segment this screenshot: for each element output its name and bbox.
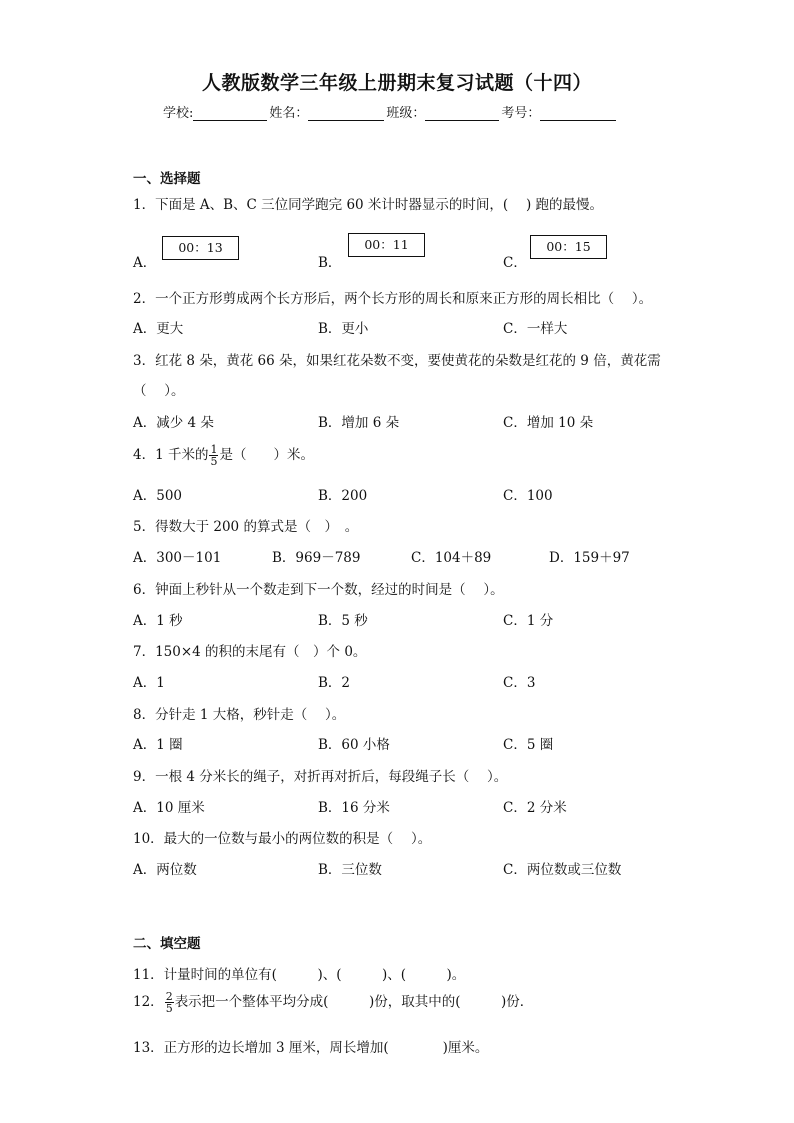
q4-text-post: 是（ ）米。 <box>219 447 314 463</box>
q1-timer-c: 00：15 <box>530 235 607 259</box>
question-3: 3．红花 8 朵，黄花 66 朵，如果红花朵数不变，要使黄花的朵数是红花的 9 倍，黄花需 <box>133 353 661 369</box>
q12-text-pre: 12． <box>133 994 164 1010</box>
q2-option-c: C．一样大 <box>503 321 568 337</box>
q6-option-c: C．1 分 <box>503 613 554 629</box>
q4-fraction-numerator: 1 <box>210 443 218 456</box>
class-label: 班级： <box>386 106 426 121</box>
section-fill-heading: 二、填空题 <box>133 936 201 952</box>
q3-option-c: C．增加 10 朵 <box>503 415 594 431</box>
q8-option-c: C．5 圈 <box>503 737 554 753</box>
q12-fraction-numerator: 2 <box>165 990 173 1003</box>
q12-text-post: 表示把一个整体平均分成( )份，取其中的( )份． <box>174 994 534 1010</box>
q4-option-c: C．100 <box>503 488 553 504</box>
name-blank <box>308 106 384 121</box>
school-blank <box>193 106 267 121</box>
number-blank <box>540 106 616 121</box>
name-label: 姓名： <box>269 106 309 121</box>
q6-option-b: B．5 秒 <box>318 613 368 629</box>
q1-option-c: C． <box>503 255 527 271</box>
question-5: 5．得数大于 200 的算式是（ ） 。 <box>133 519 359 535</box>
q12-fraction <box>165 991 174 1014</box>
q1-timer-b: 00：11 <box>348 233 425 257</box>
q1-timer-a: 00：13 <box>162 236 239 260</box>
q1-option-b: B． <box>318 255 342 271</box>
number-label: 考号： <box>501 106 541 121</box>
q5-option-d: D．159＋97 <box>549 550 630 566</box>
q2-option-b: B．更小 <box>318 321 369 337</box>
q3-option-a: A．减少 4 朵 <box>133 415 214 431</box>
student-info-line <box>163 102 618 121</box>
question-13: 13．正方形的边长增加 3 厘米，周长增加( )厘米。 <box>133 1040 489 1056</box>
q5-option-a: A．300－101 <box>133 550 222 566</box>
question-7: 7．150×4 的积的末尾有（ ）个 0。 <box>133 644 367 660</box>
question-8: 8．分针走 1 大格，秒针走（ ）。 <box>133 707 346 723</box>
section-choice-heading: 一、选择题 <box>133 171 201 187</box>
question-6: 6．钟面上秒针从一个数走到下一个数，经过的时间是（ ）。 <box>133 582 504 598</box>
q4-fraction-denominator: 5 <box>210 455 218 468</box>
question-11: 11．计量时间的单位有( )、( )、( )。 <box>133 967 466 983</box>
question-3-continued: （ ）。 <box>133 383 185 399</box>
q5-option-c: C．104＋89 <box>411 550 492 566</box>
q10-option-b: B．三位数 <box>318 862 382 878</box>
q7-option-a: A．1 <box>133 675 165 691</box>
q9-option-b: B．16 分米 <box>318 800 390 816</box>
q4-option-b: B．200 <box>318 488 368 504</box>
question-1: 1．下面是 A、B、C 三位同学跑完 60 米计时器显示的时间，( ) 跑的最慢。 <box>133 197 604 213</box>
q8-option-b: B．60 小格 <box>318 737 390 753</box>
q12-fraction-denominator: 5 <box>165 1002 173 1015</box>
q1-option-a: A． <box>133 255 157 271</box>
q3-option-b: B．增加 6 朵 <box>318 415 400 431</box>
q10-option-c: C．两位数或三位数 <box>503 862 622 878</box>
q4-text-pre: 4．1 千米的 <box>133 447 209 463</box>
q7-option-c: C．3 <box>503 675 536 691</box>
question-4 <box>133 443 314 467</box>
school-label: 学校: <box>163 106 194 121</box>
page-title: 人教版数学三年级上册期末复习试题（十四） <box>201 72 592 94</box>
class-blank <box>425 106 499 121</box>
q4-option-a: A．500 <box>133 488 183 504</box>
q9-option-a: A．10 厘米 <box>133 800 205 816</box>
q8-option-a: A．1 圈 <box>133 737 183 753</box>
q2-option-a: A．更大 <box>133 321 184 337</box>
q7-option-b: B．2 <box>318 675 351 691</box>
q6-option-a: A．1 秒 <box>133 613 183 629</box>
q10-option-a: A．两位数 <box>133 862 197 878</box>
question-2: 2．一个正方形剪成两个长方形后，两个长方形的周长和原来正方形的周长相比（ ）。 <box>133 291 653 307</box>
q5-option-b: B．969－789 <box>272 550 361 566</box>
q4-fraction <box>209 444 218 467</box>
q9-option-c: C．2 分米 <box>503 800 567 816</box>
question-12 <box>133 990 533 1014</box>
question-9: 9．一根 4 分米长的绳子，对折再对折后，每段绳子长（ ）。 <box>133 769 508 785</box>
question-10: 10．最大的一位数与最小的两位数的积是（ ）。 <box>133 831 432 847</box>
